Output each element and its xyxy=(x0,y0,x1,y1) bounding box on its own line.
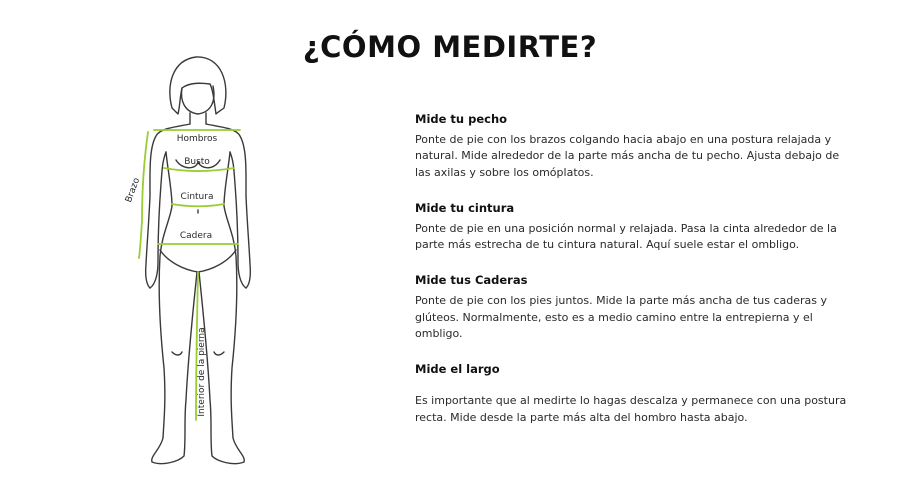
page-title: ¿CÓMO MEDIRTE? xyxy=(302,30,598,64)
waist-line xyxy=(172,204,224,206)
section-body: Es importante que al medirte lo hagas descalza y permanece con una postura recta. Mide desde la parte más alta del hombro hasta abajo. xyxy=(415,394,847,424)
section-length xyxy=(415,361,855,426)
section-heading: Mide tus Caderas xyxy=(415,273,528,288)
arm-line xyxy=(139,132,148,258)
label-inseam: Interior de la pierna xyxy=(197,327,207,417)
bust-line xyxy=(164,168,234,171)
section-chest xyxy=(415,111,855,181)
section-body: Ponte de pie con los brazos colgando hacia abajo en una postura relajada y natural. Mide alrededor de la parte más ancha de tu pecho. Ajusta debajo de las axilas y sobre los omóplatos. xyxy=(415,133,840,179)
section-body: Ponte de pie con los pies juntos. Mide la parte más ancha de tus caderas y glúteos. Normalmente, esto es a medio camino entre la entrepierna y el ombligo. xyxy=(415,294,827,341)
label-hips: Cadera xyxy=(179,231,213,241)
section-heading: Mide tu pecho xyxy=(415,112,508,126)
measurement-lines xyxy=(139,130,240,420)
measurement-instructions xyxy=(415,111,855,445)
body-measurement-diagram xyxy=(0,0,400,500)
label-bust: Busto xyxy=(184,157,210,167)
label-waist: Cintura xyxy=(180,192,214,202)
section-heading: Mide tu cintura xyxy=(415,200,515,215)
section-heading: Mide el largo xyxy=(415,362,500,377)
label-shoulders: Hombros xyxy=(176,134,218,144)
section-body: Ponte de pie en una posición normal y relajada. Pasa la cinta alrededor de la parte más estrecha de tu cintura natural. Aquí suele estar el ombligo. xyxy=(415,221,837,252)
label-arm: Brazo xyxy=(124,176,143,205)
section-waist xyxy=(415,200,855,254)
section-hips xyxy=(415,272,855,342)
